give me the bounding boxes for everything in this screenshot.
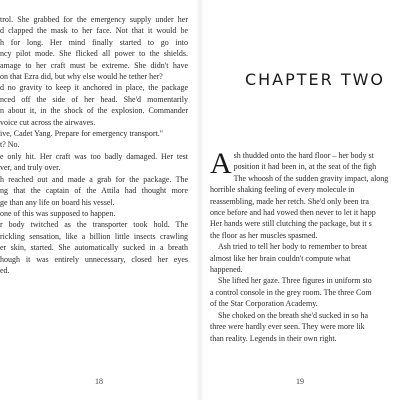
text-line: Ash tried to tell her body to remember to breat	[218, 242, 368, 252]
text-line: on that Ezra did, but why else would he tether her?	[0, 72, 163, 82]
text-line: ver, and truly over.	[0, 163, 61, 173]
text-line: once before and had vowed then never to let it happ	[210, 208, 376, 218]
text-line: n about it, in the shock of the explosion. Commander	[0, 106, 188, 116]
text-line: h for long. Her mind finally started to go into	[0, 37, 188, 47]
text-line: r body twitched as the transporter took hold. The	[0, 220, 188, 230]
text-line: ed.	[0, 265, 10, 275]
text-line: voice cut across the airwaves.	[0, 117, 96, 127]
text-line: e only hit. Her craft was too badly damaged. Her test	[0, 151, 188, 161]
left-page-body	[0, 14, 188, 276]
text-line: hough it was entirely unnecessary, closed her eyes	[0, 254, 188, 264]
text-line: h reached out and made a grab for the package. The	[0, 174, 188, 184]
text-line: happened.	[210, 265, 243, 275]
text-line: d no gravity to keep it anchored in place, the package	[0, 83, 188, 93]
text-line: than reality. Legends in their own right.	[210, 333, 337, 343]
text-line: sh thudded onto the hard floor – her body st	[233, 151, 374, 160]
text-line: reassembling, made her retch. She'd only been tra	[210, 196, 369, 206]
page-number: 18	[95, 377, 103, 386]
page-number: 19	[296, 377, 304, 386]
text-line: the floor as her muscles spasmed.	[210, 230, 318, 240]
text-line: of the Star Corporation Academy.	[210, 299, 318, 309]
text-line: a control console in the grey room. The three Com	[210, 287, 372, 297]
text-line: She choked on the breath she'd sucked in so ha	[218, 310, 369, 320]
text-line: ng that the captain of the Attila had thought more	[0, 186, 188, 196]
text-line: She lifted her gaze. Three figures in uniform sto	[218, 276, 372, 286]
text-line: one of this was supposed to happen.	[0, 208, 116, 218]
text-line: three were hardly ever seen. They were more lik	[210, 322, 365, 332]
right-page	[200, 0, 400, 400]
text-line: Her hands were still clutching the package, but it s	[210, 219, 372, 229]
text-line: ge than any life on board his vessel.	[0, 197, 115, 207]
right-page-body	[210, 147, 400, 344]
text-line: position it had been in, at the seat of the figh	[233, 162, 377, 172]
text-line: nced off the side of her head. She'd momentarily	[0, 94, 188, 104]
text-line: er skin, started. She automatically sucked in a breath	[0, 243, 188, 253]
text-line: ive, Cadet Yang. Prepare for emergency transport."	[0, 129, 164, 139]
chapter-title: CHAPTER TWO	[244, 70, 386, 89]
text-line: almost like her brain couldn't compute what	[210, 253, 351, 263]
text-line: rickling sensation, like a billion little insects crawling	[0, 231, 188, 241]
text-line: The whoosh of the sudden gravity impact, along	[233, 173, 389, 183]
drop-cap: A	[210, 147, 232, 180]
text-line: horrible shaking feeling of every molecule in	[210, 185, 355, 195]
text-line: ncy pilot mode. She flicked all power to the shields.	[0, 49, 188, 59]
text-line: trol. She grabbed for the emergency supply under her	[0, 15, 188, 24]
text-line: amage to her craft must be extreme. She didn't have	[0, 60, 188, 70]
text-line: d clapped the mask to her face. Not that it would be	[0, 26, 188, 36]
text-line: t? No.	[0, 140, 20, 150]
